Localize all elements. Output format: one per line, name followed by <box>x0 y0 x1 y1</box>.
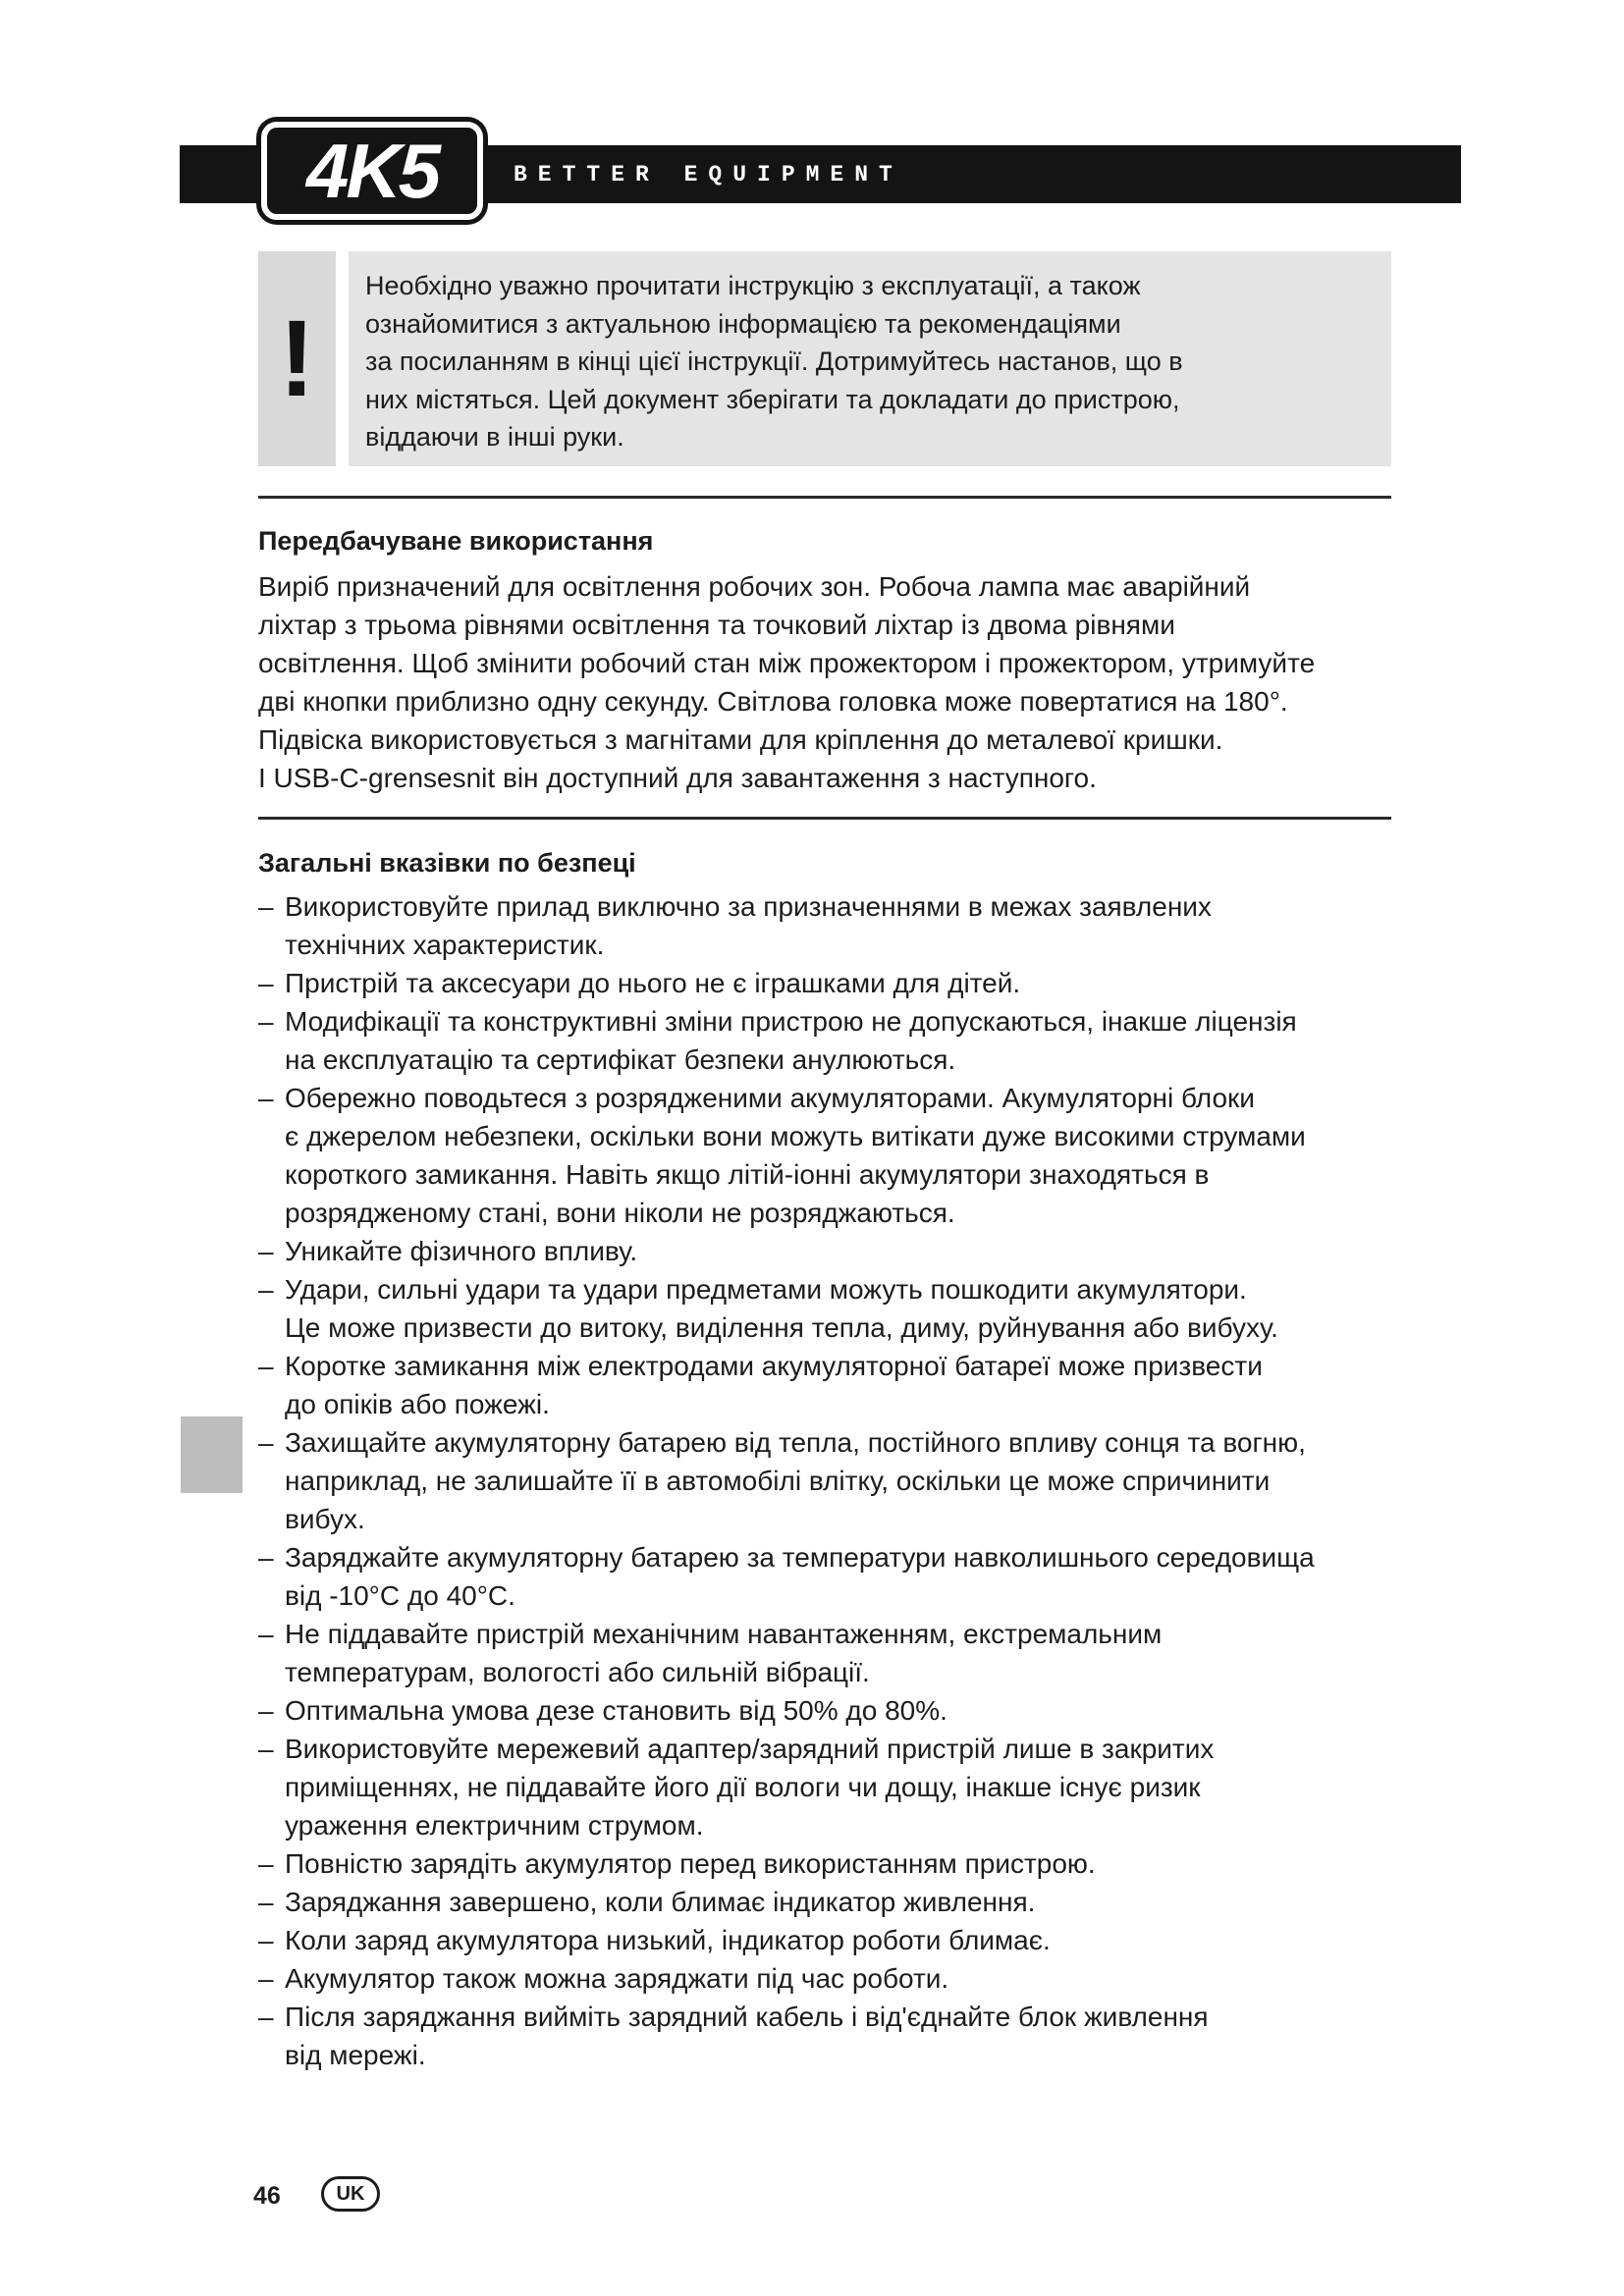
list-item-line: наприклад, не залишайте її в автомобілі влітку, оскільки це може спричинити <box>285 1466 1271 1496</box>
safety-list-item <box>258 1959 1315 1998</box>
safety-list-item <box>258 1921 1315 1959</box>
safety-list <box>258 887 1315 2074</box>
list-item-text <box>285 964 1020 1002</box>
language-code: UK <box>336 2183 365 2205</box>
safety-list-item <box>258 1730 1315 1844</box>
safety-list-item <box>258 1079 1315 1232</box>
list-dash: – <box>258 1695 274 1726</box>
warning-line: Необхідно уважно прочитати інструкцію з експлуатації, а також <box>365 271 1141 300</box>
safety-list-item <box>258 1883 1315 1921</box>
list-item-line: Використовуйте прилад виключно за призначеннями в межах заявлених <box>285 891 1212 922</box>
list-item-text <box>285 1883 1035 1921</box>
intended-use-line: Виріб призначений для освітлення робочих зон. Робоча лампа має аварійний <box>258 571 1251 602</box>
list-item-text <box>285 887 1212 964</box>
list-item-line: Заряджання завершено, коли блимає індикатор живлення. <box>285 1887 1036 1917</box>
list-item-line: Повністю зарядіть акумулятор перед використанням пристрою. <box>285 1848 1096 1879</box>
list-item-line: Захищайте акумуляторну батарею від тепла, постійного впливу сонця та вогню, <box>285 1427 1306 1458</box>
warning-line: них містяться. Цей документ зберігати та докладати до пристрою, <box>365 384 1180 414</box>
list-item-line: приміщеннях, не піддавайте його дії вологи чи дощу, інакше існує ризик <box>285 1772 1201 1802</box>
list-dash: – <box>258 1887 274 1917</box>
list-item-line: Заряджайте акумуляторну батарею за температури навколишнього середовища <box>285 1542 1315 1573</box>
safety-list-item <box>258 1347 1315 1423</box>
warning-line: ознайомитися з актуальною інформацією та рекомендаціями <box>365 308 1121 339</box>
safety-heading: Загальні вказівки по безпеці <box>258 848 636 878</box>
list-item-text <box>285 1423 1306 1538</box>
section-divider <box>258 496 1391 499</box>
list-item-text <box>285 1615 1162 1691</box>
safety-list-item <box>258 964 1315 1002</box>
warning-icon-box <box>258 251 336 466</box>
list-item-text <box>285 1921 1051 1959</box>
list-item-line: короткого замикання. Навіть якщо літій-іонні акумулятори знаходяться в <box>285 1159 1210 1190</box>
list-dash: – <box>258 1427 274 1458</box>
safety-list-item <box>258 1232 1315 1270</box>
list-dash: – <box>258 1351 274 1381</box>
chapter-tab-marker <box>181 1416 243 1493</box>
list-item-line: Акумулятор також можна заряджати під час роботи. <box>285 1963 949 1994</box>
safety-list-item <box>258 1615 1315 1691</box>
list-item-line: є джерелом небезпеки, оскільки вони можуть витікати дуже високими струмами <box>285 1121 1306 1151</box>
list-item-line: на експлуатацію та сертифікат безпеки анулюються. <box>285 1044 956 1075</box>
list-dash: – <box>258 1236 274 1266</box>
list-item-line: від мережі. <box>285 2040 426 2070</box>
list-dash: – <box>258 1848 274 1879</box>
list-item-line: Модифікації та конструктивні зміни пристрою не допускаються, інакше ліцензія <box>285 1006 1297 1037</box>
safety-list-item <box>258 1002 1315 1079</box>
safety-list-item <box>258 1423 1315 1538</box>
intended-use-heading: Передбачуване використання <box>258 526 654 556</box>
brand-logo <box>261 122 483 220</box>
list-item-line: розрядженому стані, вони ніколи не розряджаються. <box>285 1198 955 1228</box>
section-divider <box>258 817 1391 820</box>
list-item-line: Обережно поводьтеся з розрядженими акумуляторами. Акумуляторні блоки <box>285 1083 1255 1113</box>
list-item-line: Це може призвести до витоку, виділення тепла, диму, руйнування або вибуху. <box>285 1312 1278 1343</box>
list-item-text <box>285 1347 1263 1423</box>
page-number: 46 <box>253 2182 281 2210</box>
list-item-line: Коли заряд акумулятора низький, індикатор роботи блимає. <box>285 1925 1051 1955</box>
exclamation-icon: ! <box>279 297 315 419</box>
list-item-text <box>285 1002 1297 1079</box>
safety-list-item <box>258 1998 1315 2074</box>
safety-list-item <box>258 1538 1315 1615</box>
list-item-text <box>285 1232 637 1270</box>
list-item-line: технічних характеристик. <box>285 930 605 960</box>
list-item-text <box>285 1079 1306 1232</box>
intended-use-line: Підвіска використовується з магнітами для кріплення до металевої кришки. <box>258 724 1223 755</box>
list-item-line: температурам, вологості або сильній вібрації. <box>285 1657 870 1687</box>
list-item-text <box>285 1844 1096 1883</box>
list-dash: – <box>258 1734 274 1764</box>
list-dash: – <box>258 1542 274 1573</box>
list-item-line: Використовуйте мережевий адаптер/зарядний пристрій лише в закритих <box>285 1734 1215 1764</box>
list-item-line: Пристрій та аксесуари до нього не є іграшками для дітей. <box>285 968 1021 998</box>
list-dash: – <box>258 891 274 922</box>
list-item-line: ураження електричним струмом. <box>285 1810 704 1841</box>
safety-list-item <box>258 1691 1315 1730</box>
language-badge <box>321 2176 380 2212</box>
safety-list-item <box>258 1270 1315 1347</box>
list-dash: – <box>258 968 274 998</box>
intended-use-line: ліхтар з трьома рівнями освітлення та точковий ліхтар із двома рівнями <box>258 610 1175 640</box>
list-item-line: Коротке замикання між електродами акумуляторної батареї може призвести <box>285 1351 1263 1381</box>
list-dash: – <box>258 1006 274 1037</box>
safety-list-item <box>258 887 1315 964</box>
warning-notice <box>349 251 1391 466</box>
list-dash: – <box>258 1083 274 1113</box>
list-item-line: до опіків або пожежі. <box>285 1389 550 1419</box>
intended-use-line: І USB-C-grensesnit він доступний для завантаження з наступного. <box>258 763 1097 793</box>
list-item-line: Після заряджання вийміть зарядний кабель і від'єднайте блок живлення <box>285 2002 1209 2032</box>
list-item-line: Оптимальна умова дезе становить від 50% до 80%. <box>285 1695 947 1726</box>
brand-tagline: BETTER EQUIPMENT <box>514 162 903 187</box>
warning-line: віддаючи в інші руки. <box>365 422 624 452</box>
list-item-text <box>285 1691 947 1730</box>
intended-use-line: дві кнопки приблизно одну секунду. Світлова головка може повертатися на 180°. <box>258 686 1288 717</box>
list-item-line: Не піддавайте пристрій механічним навантаженням, екстремальним <box>285 1619 1163 1649</box>
warning-line: за посиланням в кінці цієї інструкції. Дотримуйтесь настанов, що в <box>365 347 1183 376</box>
list-dash: – <box>258 1963 274 1994</box>
list-dash: – <box>258 1925 274 1955</box>
list-item-line: від -10°C до 40°C. <box>285 1580 515 1611</box>
intended-use-text <box>258 567 1315 797</box>
list-item-text <box>285 1270 1278 1347</box>
list-item-text <box>285 1998 1209 2074</box>
list-dash: – <box>258 2002 274 2032</box>
list-item-line: Уникайте фізичного впливу. <box>285 1236 638 1266</box>
list-item-text <box>285 1538 1315 1615</box>
list-item-text <box>285 1959 948 1998</box>
list-dash: – <box>258 1619 274 1649</box>
list-dash: – <box>258 1274 274 1305</box>
list-item-line: вибух. <box>285 1504 365 1534</box>
brand-logo-text: 4K5 <box>305 128 439 214</box>
list-item-line: Удари, сильні удари та удари предметами можуть пошкодити акумулятори. <box>285 1274 1247 1305</box>
safety-list-item <box>258 1844 1315 1883</box>
list-item-text <box>285 1730 1214 1844</box>
intended-use-line: освітлення. Щоб змінити робочий стан між прожектором і прожектором, утримуйте <box>258 648 1316 678</box>
